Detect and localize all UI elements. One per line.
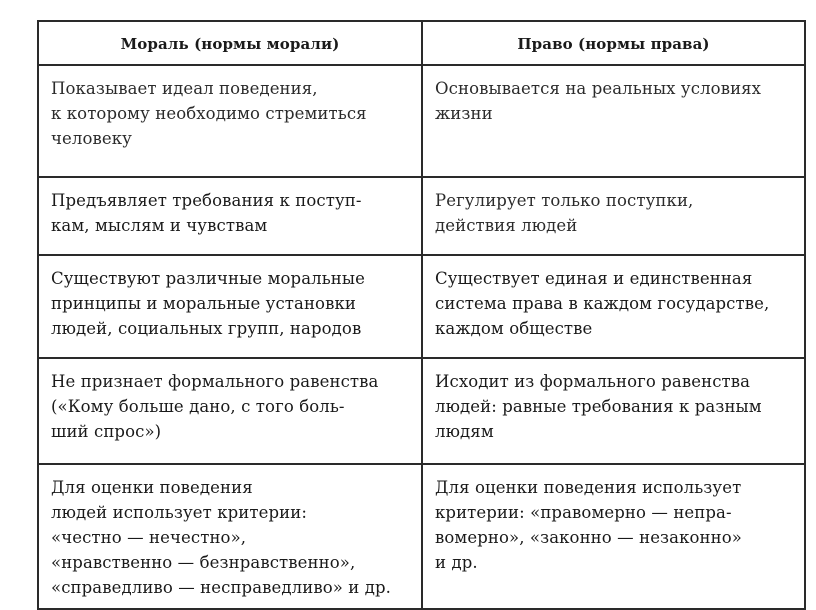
cell-morality: Существуют различные моральные принципы и моральные установки людей, социальных групп, народов bbox=[38, 255, 422, 358]
table-row bbox=[38, 255, 805, 358]
table-row bbox=[38, 65, 805, 177]
cell-law: Для оценки поведения использует критерии: «правомерно — непра- вомерно», «законно — незаконно» и др. bbox=[422, 464, 805, 609]
cell-morality: Предъявляет требования к поступ- кам, мыслям и чувствам bbox=[38, 177, 422, 255]
cell-law: Регулирует только поступки, действия людей bbox=[422, 177, 805, 255]
cell-morality: Показывает идеал поведения, к которому необходимо стремиться человеку bbox=[38, 65, 422, 177]
header-law: Право (нормы права) bbox=[422, 21, 805, 65]
cell-law: Исходит из формального равенства людей: равные требования к разным людям bbox=[422, 358, 805, 464]
table-row bbox=[38, 177, 805, 255]
table-header bbox=[38, 21, 805, 65]
table-row bbox=[38, 358, 805, 464]
header-morality: Мораль (нормы морали) bbox=[38, 21, 422, 65]
header-row bbox=[38, 21, 805, 65]
cell-law: Существует единая и единственная система права в каждом государстве, каждом обществе bbox=[422, 255, 805, 358]
cell-law: Основывается на реальных условиях жизни bbox=[422, 65, 805, 177]
comparison-table bbox=[37, 20, 806, 610]
cell-morality: Для оценки поведения людей использует критерии: «честно — нечестно», «нравственно — безнравственно», «справедливо — несправедливо» и др. bbox=[38, 464, 422, 609]
table-row bbox=[38, 464, 805, 609]
cell-morality: Не признает формального равенства («Кому больше дано, с того боль- ший спрос») bbox=[38, 358, 422, 464]
table-body bbox=[38, 65, 805, 609]
